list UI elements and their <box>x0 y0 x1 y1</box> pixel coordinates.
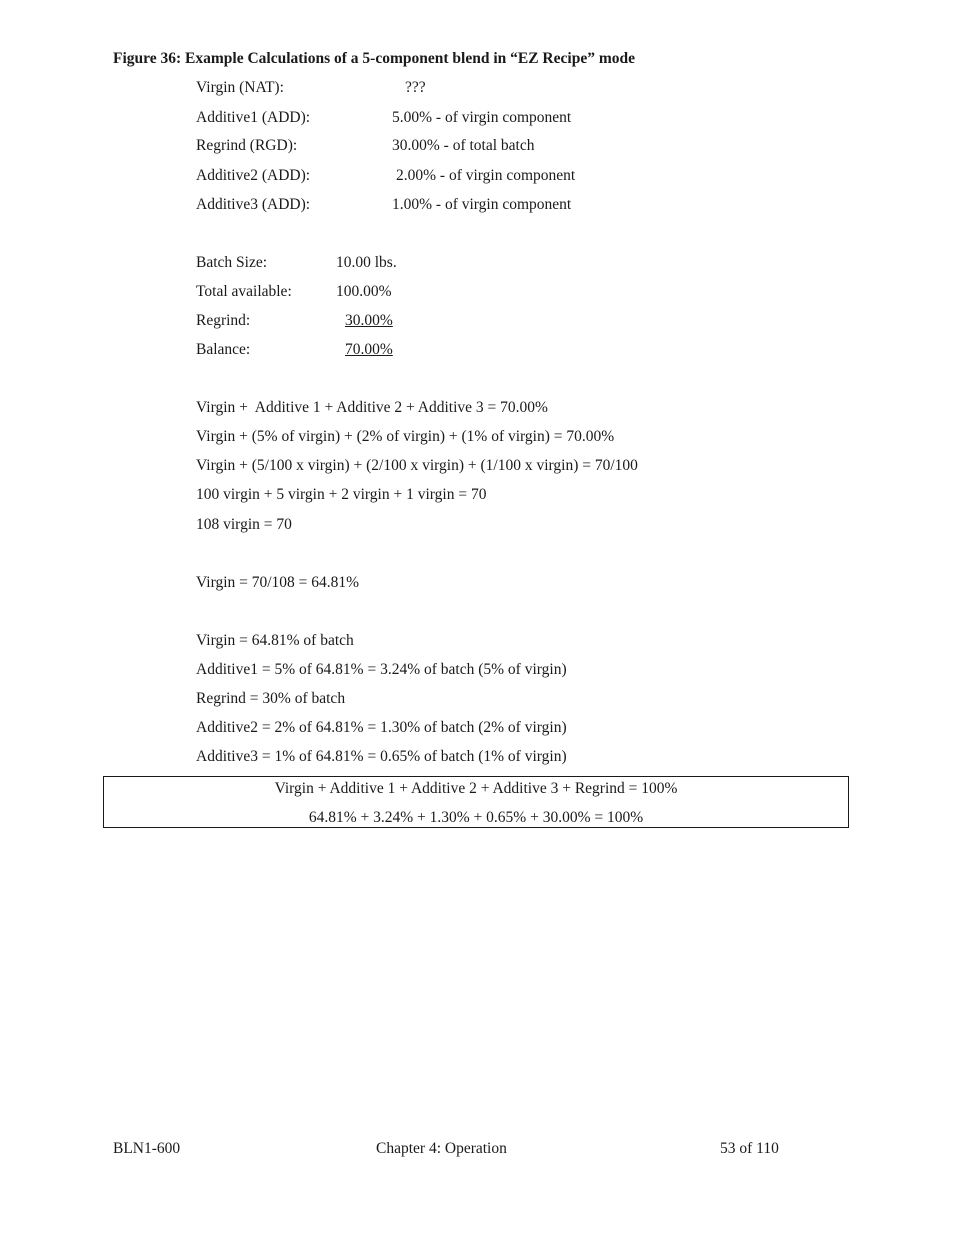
equation-line: Virgin + (5% of virgin) + (2% of virgin) + (1% of virgin) = 70.00% <box>196 428 615 445</box>
component-label: Virgin (NAT): <box>196 79 284 96</box>
batch-label: Regrind: <box>196 312 251 329</box>
equation-line: 108 virgin = 70 <box>196 516 292 533</box>
component-label: Additive3 (ADD): <box>196 196 311 213</box>
component-value: ??? <box>405 79 426 96</box>
component-value: 5.00% - of virgin component <box>392 109 572 126</box>
footer-doc-id: BLN1-600 <box>113 1140 181 1157</box>
footer-chapter: Chapter 4: Operation <box>376 1140 507 1157</box>
result-line: Virgin = 64.81% of batch <box>196 632 354 649</box>
equation-line: Virgin + (5/100 x virgin) + (2/100 x virgin) + (1/100 x virgin) = 70/100 <box>196 457 638 474</box>
batch-value: 10.00 lbs. <box>336 254 397 271</box>
summary-box <box>103 776 849 828</box>
equation-line: Virgin + Additive 1 + Additive 2 + Additive 3 = 70.00% <box>196 399 548 416</box>
batch-value: 70.00% <box>345 341 393 358</box>
result-line: Additive3 = 1% of 64.81% = 0.65% of batch (1% of virgin) <box>196 748 567 765</box>
summary-line-formula: Virgin + Additive 1 + Additive 2 + Additive 3 + Regrind = 100% <box>274 780 678 797</box>
component-label: Additive1 (ADD): <box>196 109 311 126</box>
figure-caption: Figure 36: Example Calculations of a 5-component blend in “EZ Recipe” mode <box>113 50 635 67</box>
result-line: Additive2 = 2% of 64.81% = 1.30% of batch (2% of virgin) <box>196 719 567 736</box>
batch-value: 100.00% <box>336 283 392 300</box>
batch-label: Balance: <box>196 341 251 358</box>
component-label: Additive2 (ADD): <box>196 167 311 184</box>
summary-line-values: 64.81% + 3.24% + 1.30% + 0.65% + 30.00% = 100% <box>308 809 644 826</box>
footer-page-number: 53 of 110 <box>720 1140 779 1157</box>
batch-label: Total available: <box>196 283 292 300</box>
virgin-result: Virgin = 70/108 = 64.81% <box>196 574 360 591</box>
component-value: 30.00% - of total batch <box>392 137 535 154</box>
batch-label: Batch Size: <box>196 254 268 271</box>
result-line: Additive1 = 5% of 64.81% = 3.24% of batch (5% of virgin) <box>196 661 567 678</box>
batch-value: 30.00% <box>345 312 393 329</box>
equation-line: 100 virgin + 5 virgin + 2 virgin + 1 virgin = 70 <box>196 486 487 503</box>
component-value: 2.00% - of virgin component <box>396 167 576 184</box>
component-label: Regrind (RGD): <box>196 137 298 154</box>
result-line: Regrind = 30% of batch <box>196 690 346 707</box>
component-value: 1.00% - of virgin component <box>392 196 572 213</box>
